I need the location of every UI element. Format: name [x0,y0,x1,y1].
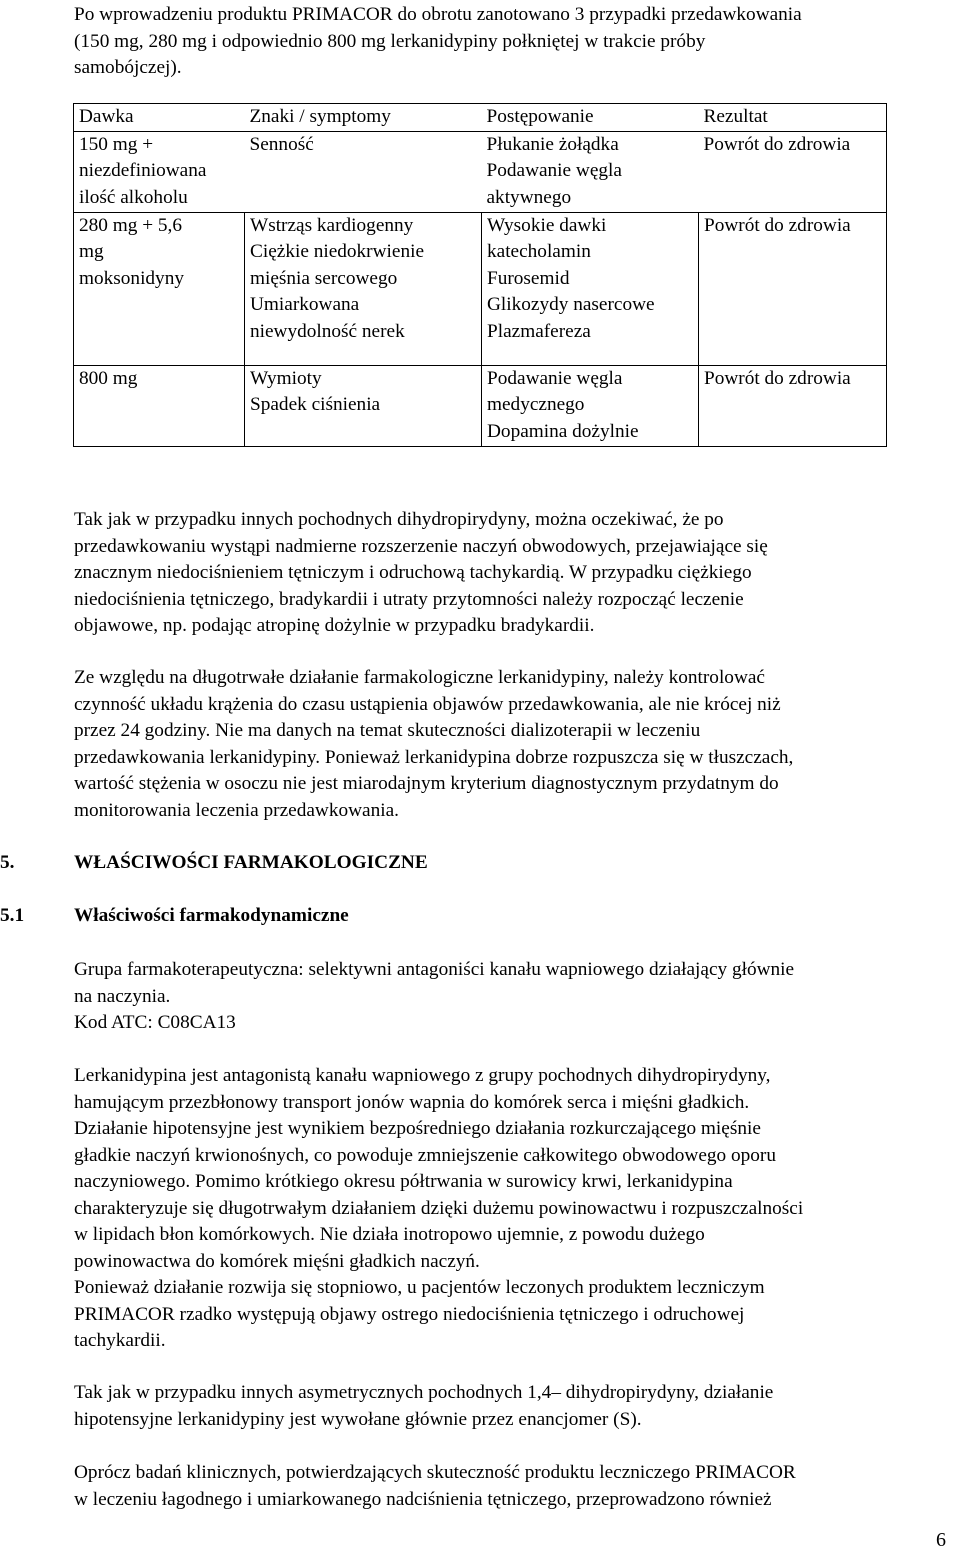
section-number: 5.1 [0,905,25,926]
clinical-studies-paragraph: Oprócz badań klinicznych, potwierdzających skuteczność produktu leczniczego PRIMACOR w leczeniu łagodnego i umiarkowanego nadciśnienia tętniczego, przeprowadzono również [74,1462,796,1510]
intro-line: samobójczej). [74,57,182,78]
result-cell: Powrót do zdrowia [699,131,887,212]
intro-line: Po wprowadzeniu produktu PRIMACOR do obrotu zanotowano 3 przypadki przedawkowania [74,4,802,25]
header-symptoms: Znaki / symptomy [245,104,482,132]
symptoms-cell: Wymioty Spadek ciśnienia [245,365,482,446]
mechanism-paragraph: Lerkanidypina jest antagonistą kanału wapniowego z grupy pochodnych dihydropirydyny, hamującym przezbłonowy transport jonów wapnia do komórek serca i mięśni gładkich. Działanie hipotensyjne jest wynikiem bezpośredniego działania rozkurczającego mięśnie gładkie naczyń krwionośnych, co powoduje zmniejszenie całkowitego obwodowego oporu naczyniowego. Pomimo krótkiego okresu półtrwania w surowicy krwi, lerkanidypina charakteryzuje się długotrwałym działaniem dzięki dużemu powinowactwu i rozpuszczalności w lipidach błon komórkowych. Nie działa inotropowo ujemnie, z powodu dużego powinowactwa do komórek mięśni gładkich naczyń. Ponieważ działanie rozwija się stopniowo, u pacjentów leczonych produktem leczniczym PRIMACOR rzadko występują objawy ostrego niedociśnienia tętniczego i odruchowej tachykardii. [74,1065,804,1351]
page-number: 6 [936,1529,946,1551]
overdose-symptoms-paragraph: Tak jak w przypadku innych pochodnych dihydropirydyny, można oczekiwać, że po przedawkowaniu wystąpi nadmierne rozszerzenie naczyń obwodowych, przejawiające się znacznym niedociśnieniem tętniczym i odruchową tachykardią. W przypadku ciężkiego niedociśnienia tętniczego, bradykardii i utraty przytomności należy rozpocząć leczenie objawowe, np. podając atropinę dożylnie w przypadku bradykardii. [74,509,768,636]
table-row [74,131,887,212]
section-5-1-title: Właściwości farmakodynamiczne [74,905,349,926]
header-treatment: Postępowanie [482,104,699,132]
treatment-cell: Wysokie dawki katecholamin Furosemid Glikozydy nasercowe Plazmafereza [482,212,699,365]
monitoring-paragraph: Ze względu na długotrwałe działanie farmakologiczne lerkanidypiny, należy kontrolować czynność układu krążenia do czasu ustąpienia objawów przedawkowania, ale nie krócej niż przez 24 godziny. Nie ma danych na temat skuteczności dializoterapii w leczeniu przedawkowania lerkanidypiny. Ponieważ lerkanidypina dobrze rozpuszcza się w tłuszczach, wartość stężenia w osoczu nie jest miarodajnym kryterium diagnostycznym przydatnym do monitorowania leczenia przedawkowania. [74,667,794,821]
header-result: Rezultat [699,104,887,132]
enantiomer-paragraph: Tak jak w przypadku innych asymetrycznych pochodnych 1,4– dihydropirydyny, działanie hipotensyjne lerkanidypiny jest wywołane głównie przez enancjomer (S). [74,1382,774,1430]
pharmacotherapeutic-group-paragraph: Grupa farmakoterapeutyczna: selektywni antagoniści kanału wapniowego działający głównie na naczynia. Kod ATC: C08CA13 [74,959,795,1033]
table-header-row [74,104,887,132]
result-cell: Powrót do zdrowia [699,212,887,365]
table-row [74,212,887,365]
dose-cell: 150 mg + niezdefiniowana ilość alkoholu [74,131,245,212]
table-row [74,365,887,446]
section-5-heading [0,850,14,877]
treatment-cell: Płukanie żołądka Podawanie węgla aktywnego [482,131,699,212]
symptoms-cell: Wstrząs kardiogenny Ciężkie niedokrwienie mięśnia sercowego Umiarkowana niewydolność nerek [245,212,482,365]
dose-cell: 280 mg + 5,6 mg moksonidyny [74,212,245,365]
result-cell: Powrót do zdrowia [699,365,887,446]
overdose-table [73,103,887,447]
header-dose: Dawka [74,104,245,132]
section-5-title: WŁAŚCIWOŚCI FARMAKOLOGICZNE [74,852,428,873]
section-5-1-heading [0,903,24,930]
dose-cell: 800 mg [74,365,245,446]
section-number: 5. [0,852,15,873]
symptoms-cell: Senność [245,131,482,212]
treatment-cell: Podawanie węgla medycznego Dopamina dożylnie [482,365,699,446]
intro-paragraph [74,2,946,82]
intro-line: (150 mg, 280 mg i odpowiednio 800 mg lerkanidypiny połkniętej w trakcie próby [74,30,706,52]
